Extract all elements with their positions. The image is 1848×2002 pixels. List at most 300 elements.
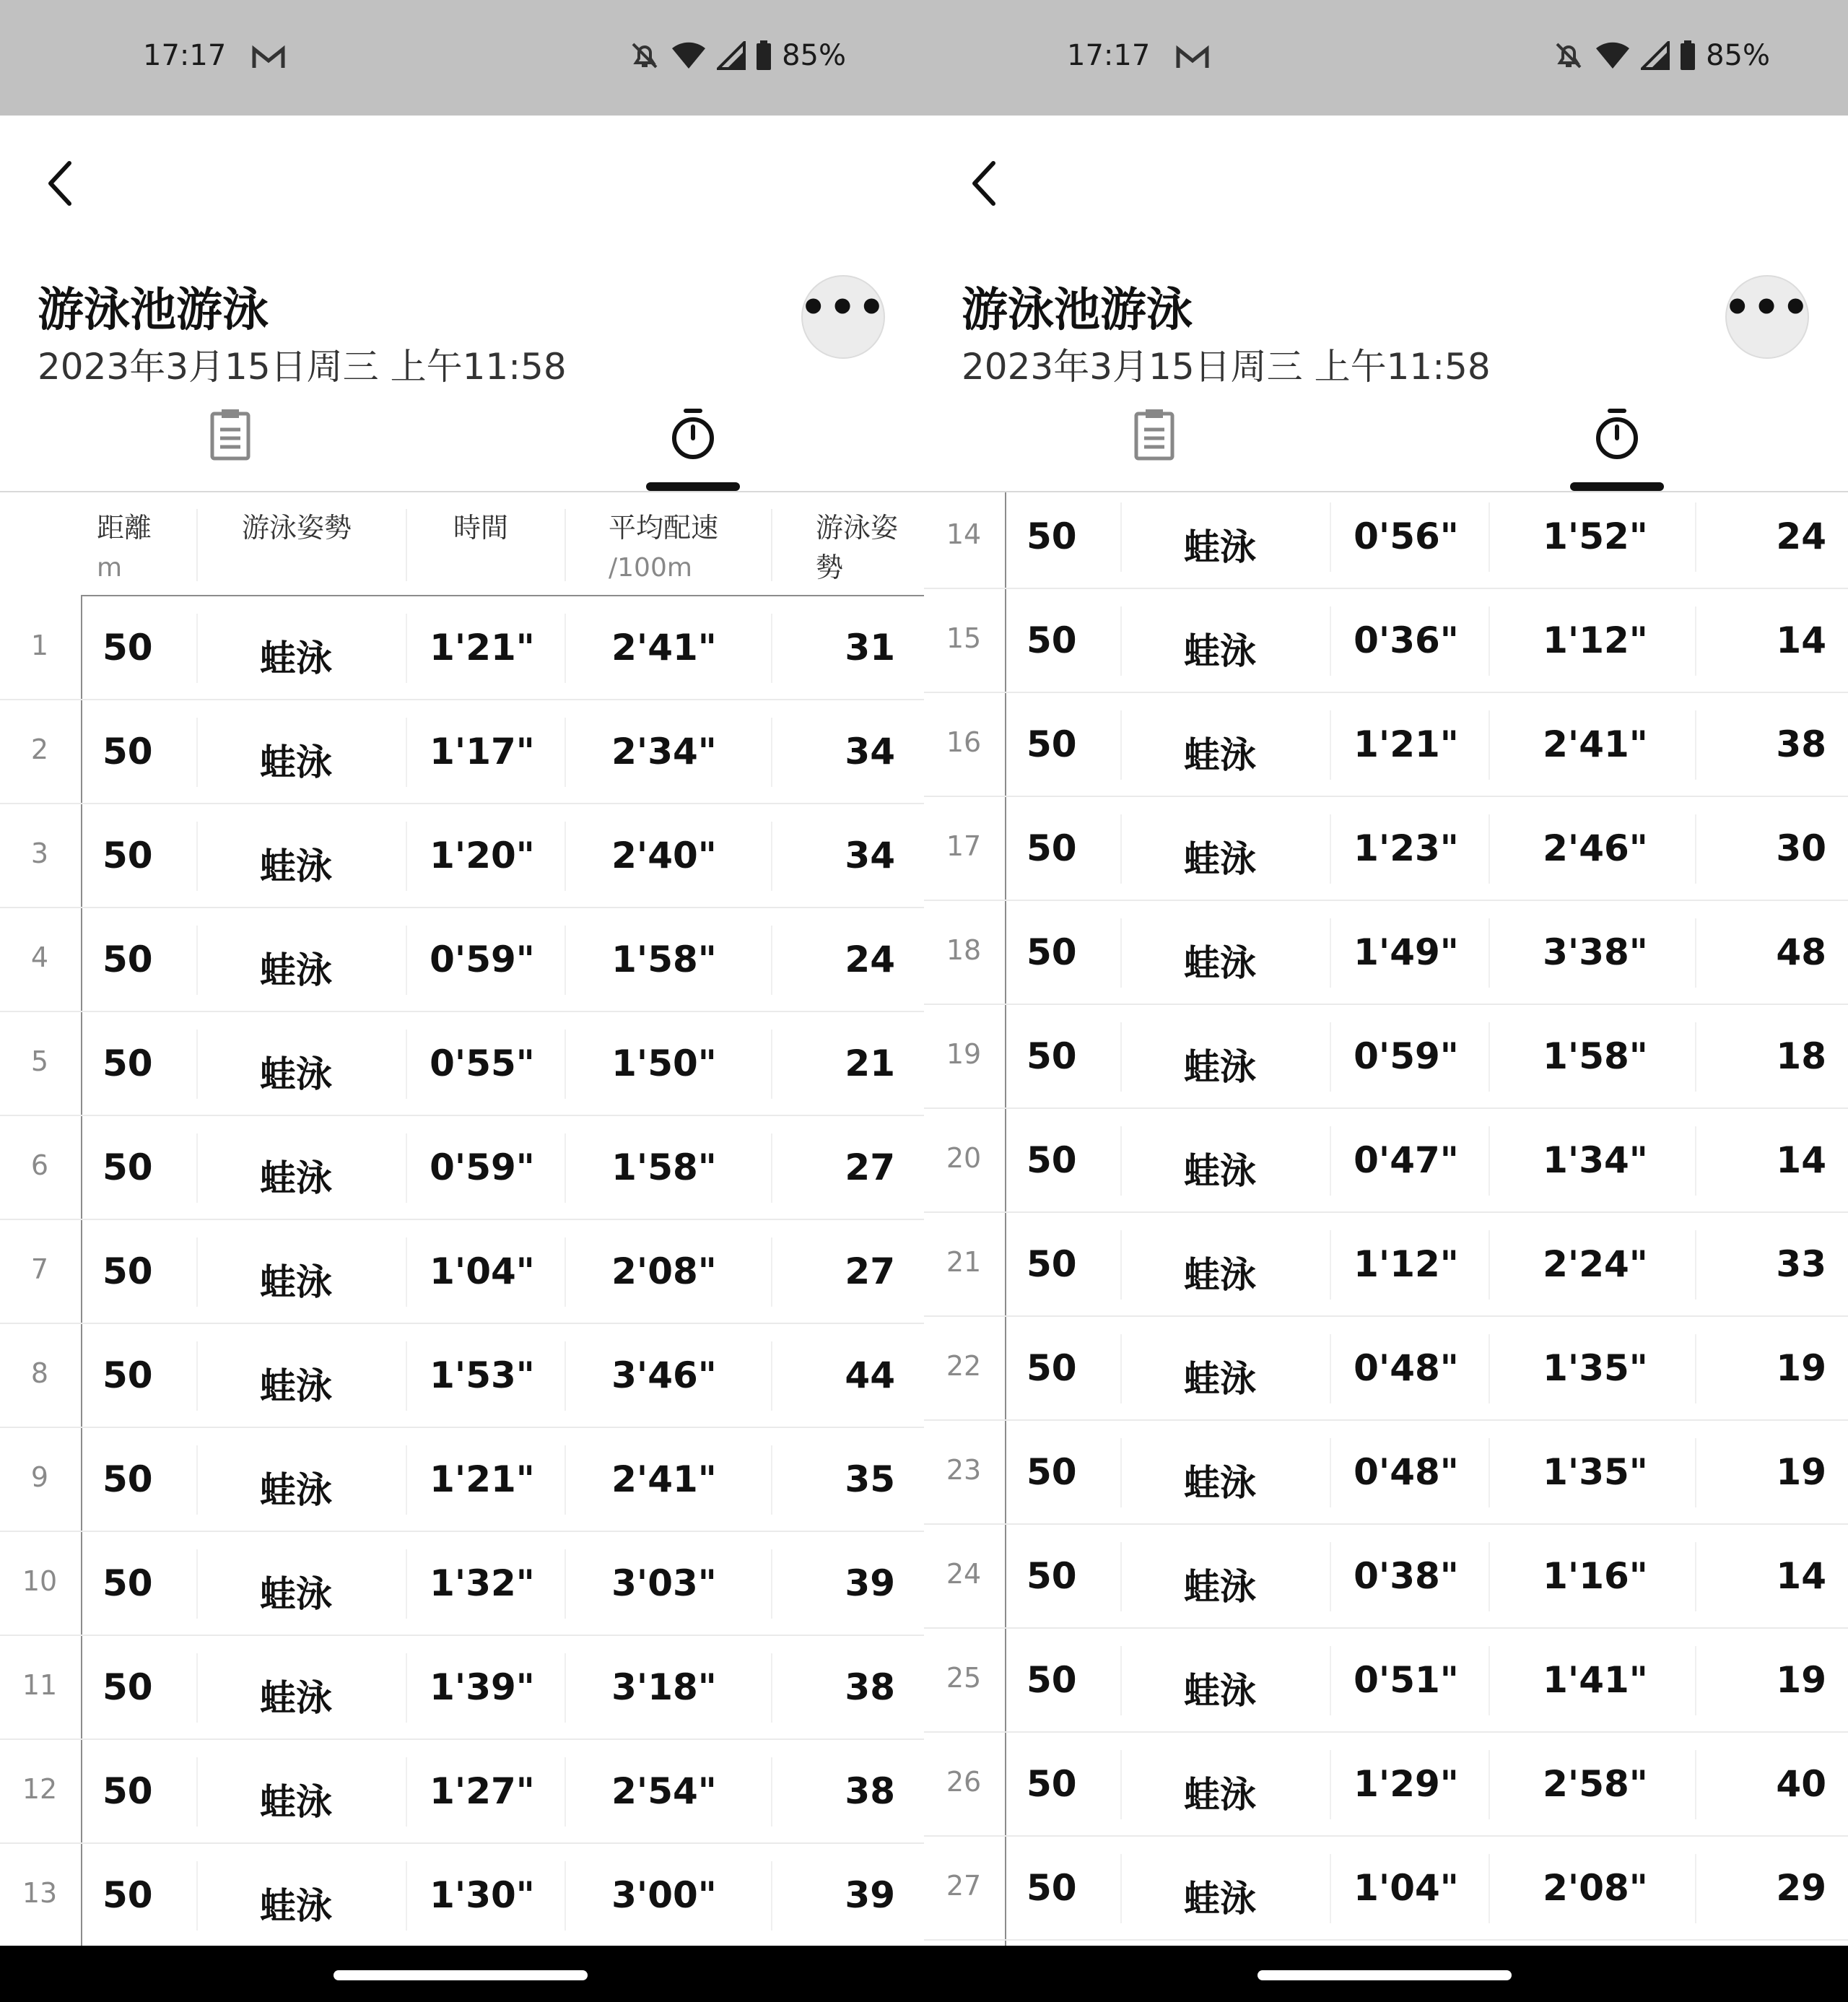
- cell-stroke: 蛙泳: [1184, 942, 1256, 984]
- cell-separator: [1330, 1854, 1331, 1923]
- cell-time: 0'56": [1354, 515, 1459, 557]
- cell-stroke-count: 18: [1776, 1035, 1826, 1077]
- cell-separator: [1120, 1230, 1122, 1300]
- cell-stroke: 蛙泳: [1184, 1150, 1256, 1192]
- table-row[interactable]: [924, 1213, 1848, 1317]
- status-bar: [924, 0, 1848, 116]
- cell-separator: [1330, 1646, 1331, 1715]
- cell-separator: [1489, 1542, 1490, 1611]
- cell-pace: 1'52": [1543, 515, 1648, 557]
- col-header-distance: 距離: [97, 512, 152, 544]
- cell-separator: [406, 822, 407, 891]
- page-title: 游泳池游泳: [962, 284, 1193, 337]
- cell-pace: 3'18": [611, 1666, 717, 1708]
- table-row[interactable]: [0, 1324, 924, 1428]
- cell-pace: 1'58": [611, 939, 717, 980]
- cell-separator: [1330, 606, 1331, 676]
- cell-separator: [1330, 814, 1331, 884]
- nav-bar: [0, 1946, 1848, 2002]
- cell-pace: 2'46": [1543, 827, 1648, 869]
- header-separator: [771, 509, 772, 581]
- lap-number: 12: [22, 1773, 58, 1805]
- row-divider: [924, 1939, 1848, 1941]
- cell-stroke-count: 19: [1776, 1659, 1826, 1701]
- lap-number: 21: [946, 1246, 982, 1278]
- cell-stroke-count: 38: [1776, 723, 1826, 765]
- cell-distance: 50: [1027, 515, 1077, 557]
- lap-number: 8: [30, 1357, 49, 1389]
- cell-separator: [771, 1757, 772, 1827]
- cell-stroke: 蛙泳: [260, 845, 332, 887]
- cell-stroke: 蛙泳: [260, 1885, 332, 1927]
- cell-distance: 50: [1027, 1451, 1077, 1493]
- cell-separator: [771, 1030, 772, 1099]
- cell-pace: 3'38": [1543, 931, 1648, 973]
- cell-separator: [771, 1341, 772, 1411]
- table-row[interactable]: [0, 1636, 924, 1740]
- battery-percent: 85%: [1706, 39, 1770, 72]
- cell-separator: [196, 1549, 198, 1619]
- lap-number: 1: [30, 630, 49, 661]
- cell-separator: [196, 1445, 198, 1515]
- cell-stroke-count: 33: [1776, 1243, 1826, 1285]
- cell-separator: [1489, 1022, 1490, 1092]
- cell-stroke-count: 39: [845, 1562, 895, 1604]
- cell-separator: [1695, 502, 1696, 572]
- tab-summary[interactable]: [1133, 408, 1176, 464]
- table-row[interactable]: [924, 1837, 1848, 1941]
- cell-separator: [1695, 1646, 1696, 1715]
- cell-stroke: 蛙泳: [1184, 1670, 1256, 1712]
- cell-pace: 1'34": [1543, 1139, 1648, 1181]
- clipboard-icon: [209, 408, 252, 461]
- cell-pace: 2'41": [1543, 723, 1648, 765]
- more-icon: •••: [1723, 282, 1811, 333]
- cell-stroke: 蛙泳: [1184, 1774, 1256, 1816]
- cell-separator: [1489, 710, 1490, 780]
- cell-separator: [406, 1549, 407, 1619]
- cell-separator: [771, 926, 772, 995]
- gmail-icon: [251, 45, 286, 74]
- table-row[interactable]: [924, 1733, 1848, 1837]
- screen-right: [924, 0, 1848, 2002]
- cell-distance: 50: [103, 1874, 153, 1916]
- cell-distance: 50: [103, 1666, 153, 1708]
- cell-stroke-count: 14: [1776, 619, 1826, 661]
- cell-time: 1'53": [430, 1354, 535, 1396]
- cell-pace: 1'16": [1543, 1555, 1648, 1597]
- cell-stroke-count: 14: [1776, 1555, 1826, 1597]
- lap-number: 26: [946, 1766, 982, 1798]
- cell-time: 1'17": [430, 731, 535, 772]
- stopwatch-icon: [1594, 408, 1640, 460]
- tab-summary[interactable]: [209, 408, 252, 464]
- header-separator: [565, 509, 566, 581]
- table-row[interactable]: [924, 485, 1848, 589]
- cell-time: 1'30": [430, 1874, 535, 1916]
- wifi-icon: [671, 41, 707, 70]
- cell-separator: [406, 1653, 407, 1723]
- cell-separator: [565, 822, 566, 891]
- header-separator: [196, 509, 198, 581]
- cell-pace: 2'41": [611, 1458, 717, 1500]
- cell-time: 1'23": [1354, 827, 1459, 869]
- table-row[interactable]: [0, 1532, 924, 1636]
- cell-stroke-count: 34: [845, 835, 895, 876]
- cell-pace: 1'12": [1543, 619, 1648, 661]
- cell-separator: [1489, 1230, 1490, 1300]
- home-gesture-bar[interactable]: [334, 1970, 588, 1980]
- cell-time: 1'20": [430, 835, 535, 876]
- cell-time: 0'36": [1354, 619, 1459, 661]
- table-row[interactable]: [0, 596, 924, 700]
- page-subtitle: 2023年3月15日周三 上午11:58: [38, 346, 567, 388]
- cell-separator: [565, 718, 566, 787]
- table-row[interactable]: [924, 901, 1848, 1005]
- table-row[interactable]: [0, 700, 924, 804]
- cell-separator: [1120, 1334, 1122, 1403]
- cell-distance: 50: [1027, 723, 1077, 765]
- cell-stroke: 蛙泳: [260, 1469, 332, 1511]
- cell-pace: 2'41": [611, 627, 717, 669]
- cell-separator: [565, 1653, 566, 1723]
- lap-number: 20: [946, 1142, 982, 1174]
- lap-number: 15: [946, 622, 982, 654]
- cell-separator: [771, 822, 772, 891]
- cell-separator: [771, 1133, 772, 1203]
- cell-distance: 50: [103, 627, 153, 669]
- cell-stroke-count: 19: [1776, 1347, 1826, 1389]
- battery-percent: 85%: [782, 39, 846, 72]
- cell-separator: [565, 926, 566, 995]
- table-row[interactable]: [0, 908, 924, 1012]
- cell-pace: 2'34": [611, 731, 717, 772]
- cell-separator: [1120, 710, 1122, 780]
- cell-distance: 50: [1027, 1035, 1077, 1077]
- lap-number: 27: [946, 1870, 982, 1902]
- tab-divider: [0, 491, 924, 492]
- table-row[interactable]: [0, 1220, 924, 1324]
- cell-distance: 50: [103, 1458, 153, 1500]
- cell-time: 1'12": [1354, 1243, 1459, 1285]
- cell-pace: 2'54": [611, 1770, 717, 1812]
- cell-stroke: 蛙泳: [260, 637, 332, 679]
- cell-separator: [406, 1445, 407, 1515]
- col-header-time: 時間: [453, 512, 509, 544]
- cell-separator: [1695, 1750, 1696, 1819]
- clipboard-icon: [1133, 408, 1176, 461]
- cell-separator: [196, 1030, 198, 1099]
- cell-separator: [565, 1133, 566, 1203]
- cell-distance: 50: [103, 835, 153, 876]
- cell-stroke-count: 24: [1776, 515, 1826, 557]
- cell-distance: 50: [103, 731, 153, 772]
- col-header-stroke: 游泳姿勢: [242, 512, 352, 544]
- cell-separator: [1489, 1438, 1490, 1507]
- table-row[interactable]: [924, 589, 1848, 693]
- tab-laps[interactable]: [670, 408, 716, 463]
- cell-separator: [565, 1237, 566, 1307]
- more-icon: •••: [799, 282, 887, 333]
- cell-time: 0'38": [1354, 1555, 1459, 1597]
- back-button[interactable]: [43, 156, 79, 211]
- cell-distance: 50: [1027, 619, 1077, 661]
- cell-stroke: 蛙泳: [1184, 1462, 1256, 1504]
- cell-stroke: 蛙泳: [1184, 1254, 1256, 1296]
- cell-separator: [1489, 606, 1490, 676]
- cell-separator: [771, 1549, 772, 1619]
- cell-stroke-count: 21: [845, 1043, 895, 1084]
- cell-separator: [1695, 1854, 1696, 1923]
- cell-time: 0'47": [1354, 1139, 1459, 1181]
- page-title: 游泳池游泳: [38, 284, 269, 337]
- cell-separator: [1330, 1230, 1331, 1300]
- cell-distance: 50: [103, 1770, 153, 1812]
- active-tab-indicator: [646, 482, 740, 491]
- lap-number: 5: [30, 1045, 49, 1077]
- cell-stroke-count: 27: [845, 1250, 895, 1292]
- cell-stroke-count: 40: [1776, 1763, 1826, 1805]
- cell-stroke-count: 27: [845, 1146, 895, 1188]
- header-separator: [406, 509, 407, 581]
- cell-stroke: 蛙泳: [260, 949, 332, 991]
- more-button[interactable]: [1725, 275, 1809, 359]
- cell-pace: 1'35": [1543, 1347, 1648, 1389]
- cell-separator: [196, 1237, 198, 1307]
- lap-number: 18: [946, 934, 982, 966]
- more-button[interactable]: [801, 275, 885, 359]
- cell-separator: [1120, 606, 1122, 676]
- cell-separator: [1330, 1750, 1331, 1819]
- col-header-pace: 平均配速: [609, 512, 719, 544]
- cell-pace: 1'58": [1543, 1035, 1648, 1077]
- cell-time: 0'48": [1354, 1451, 1459, 1493]
- lap-number: 16: [946, 726, 982, 758]
- table-row[interactable]: [924, 1629, 1848, 1733]
- bell-off-icon: [1553, 40, 1585, 71]
- status-bar: [0, 0, 924, 116]
- cell-time: 0'59": [430, 1146, 535, 1188]
- cell-distance: 50: [103, 1043, 153, 1084]
- cell-separator: [1330, 1126, 1331, 1196]
- cell-signal-icon: [1641, 41, 1670, 70]
- table-row[interactable]: [924, 797, 1848, 901]
- cell-stroke-count: 38: [845, 1666, 895, 1708]
- cell-time: 1'21": [1354, 723, 1459, 765]
- cell-separator: [1120, 1126, 1122, 1196]
- cell-stroke-count: 19: [1776, 1451, 1826, 1493]
- table-row[interactable]: [0, 1116, 924, 1220]
- battery-icon: [1680, 40, 1696, 71]
- cell-time: 1'04": [430, 1250, 535, 1292]
- cell-distance: 50: [1027, 1139, 1077, 1181]
- cell-separator: [196, 1341, 198, 1411]
- cell-separator: [1330, 1022, 1331, 1092]
- cell-stroke: 蛙泳: [260, 1677, 332, 1719]
- cell-separator: [1120, 1542, 1122, 1611]
- cell-stroke: 蛙泳: [1184, 1358, 1256, 1400]
- cell-distance: 50: [103, 1354, 153, 1396]
- cell-pace: 1'50": [611, 1043, 717, 1084]
- table-row[interactable]: [924, 1005, 1848, 1109]
- cell-separator: [196, 1133, 198, 1203]
- bell-off-icon: [629, 40, 661, 71]
- battery-icon: [756, 40, 772, 71]
- wifi-icon: [1595, 41, 1631, 70]
- cell-separator: [1695, 1334, 1696, 1403]
- cell-stroke-count: 39: [845, 1874, 895, 1916]
- cell-stroke: 蛙泳: [260, 1573, 332, 1615]
- cell-separator: [1120, 814, 1122, 884]
- table-row[interactable]: [0, 1844, 924, 1948]
- cell-separator: [1330, 1438, 1331, 1507]
- cell-separator: [565, 1757, 566, 1827]
- cell-separator: [1695, 1542, 1696, 1611]
- gmail-icon: [1175, 45, 1210, 74]
- cell-separator: [1695, 918, 1696, 988]
- cell-distance: 50: [1027, 1347, 1077, 1389]
- cell-signal-icon: [717, 41, 746, 70]
- cell-separator: [1695, 1126, 1696, 1196]
- lap-number: 2: [30, 734, 49, 765]
- stopwatch-icon: [670, 408, 716, 460]
- cell-stroke: 蛙泳: [260, 1053, 332, 1095]
- table-row[interactable]: [0, 804, 924, 908]
- cell-time: 1'39": [430, 1666, 535, 1708]
- cell-distance: 50: [103, 1562, 153, 1604]
- cell-separator: [196, 926, 198, 995]
- cell-separator: [771, 718, 772, 787]
- cell-time: 1'29": [1354, 1763, 1459, 1805]
- back-arrow-icon: [43, 156, 79, 211]
- table-row[interactable]: [924, 693, 1848, 797]
- cell-separator: [406, 1237, 407, 1307]
- cell-separator: [196, 822, 198, 891]
- table-row[interactable]: [0, 1740, 924, 1844]
- lap-number: 9: [30, 1461, 49, 1493]
- cell-stroke-count: 44: [845, 1354, 895, 1396]
- cell-separator: [406, 1757, 407, 1827]
- cell-separator: [771, 1237, 772, 1307]
- cell-pace: 1'58": [611, 1146, 717, 1188]
- cell-separator: [771, 1445, 772, 1515]
- col-header-stroke-count: 游泳姿勢: [816, 512, 899, 583]
- cell-distance: 50: [103, 1146, 153, 1188]
- cell-separator: [1695, 1438, 1696, 1507]
- cell-separator: [1695, 1230, 1696, 1300]
- cell-pace: 3'00": [611, 1874, 717, 1916]
- table-row[interactable]: [924, 1109, 1848, 1213]
- cell-time: 1'21": [430, 1458, 535, 1500]
- lap-number: 22: [946, 1350, 982, 1382]
- cell-stroke: 蛙泳: [1184, 838, 1256, 880]
- lap-number: 23: [946, 1454, 982, 1486]
- cell-stroke-count: 30: [1776, 827, 1826, 869]
- cell-separator: [565, 1445, 566, 1515]
- lap-number: 6: [30, 1149, 49, 1181]
- cell-separator: [771, 1861, 772, 1931]
- cell-stroke-count: 14: [1776, 1139, 1826, 1181]
- table-row[interactable]: [924, 1525, 1848, 1629]
- cell-stroke-count: 35: [845, 1458, 895, 1500]
- table-row[interactable]: [924, 1421, 1848, 1525]
- cell-separator: [1120, 1438, 1122, 1507]
- cell-separator: [1489, 1126, 1490, 1196]
- status-time: 17:17: [143, 39, 227, 72]
- cell-separator: [1120, 918, 1122, 988]
- cell-pace: 2'58": [1543, 1763, 1648, 1805]
- cell-separator: [1120, 1750, 1122, 1819]
- cell-separator: [196, 614, 198, 683]
- status-icons: [629, 39, 846, 72]
- tab-laps[interactable]: [1594, 408, 1640, 463]
- back-button[interactable]: [967, 156, 1003, 211]
- lap-number: 11: [22, 1669, 58, 1701]
- cell-separator: [1695, 1022, 1696, 1092]
- cell-stroke: 蛙泳: [260, 741, 332, 783]
- cell-time: 0'59": [430, 939, 535, 980]
- lap-number: 7: [30, 1253, 49, 1285]
- cell-separator: [1120, 1022, 1122, 1092]
- cell-distance: 50: [103, 1250, 153, 1292]
- cell-separator: [1120, 1646, 1122, 1715]
- lap-number: 24: [946, 1558, 982, 1590]
- cell-stroke-count: 29: [1776, 1867, 1826, 1909]
- cell-separator: [1489, 1750, 1490, 1819]
- col-unit-distance: m: [97, 553, 123, 583]
- cell-separator: [196, 718, 198, 787]
- cell-separator: [565, 1030, 566, 1099]
- cell-separator: [1489, 814, 1490, 884]
- cell-stroke: 蛙泳: [1184, 526, 1256, 568]
- cell-separator: [565, 1549, 566, 1619]
- cell-separator: [1489, 918, 1490, 988]
- cell-separator: [406, 1133, 407, 1203]
- col-unit-pace: /100m: [609, 553, 692, 583]
- cell-separator: [1330, 1542, 1331, 1611]
- cell-pace: 2'08": [1543, 1867, 1648, 1909]
- cell-distance: 50: [103, 939, 153, 980]
- cell-separator: [771, 614, 772, 683]
- cell-distance: 50: [1027, 1243, 1077, 1285]
- lap-number: 19: [946, 1038, 982, 1070]
- cell-separator: [1489, 1646, 1490, 1715]
- table-row[interactable]: [0, 1428, 924, 1532]
- cell-pace: 2'08": [611, 1250, 717, 1292]
- page-subtitle: 2023年3月15日周三 上午11:58: [962, 346, 1491, 388]
- home-gesture-bar[interactable]: [1258, 1970, 1512, 1980]
- cell-separator: [406, 1861, 407, 1931]
- cell-time: 0'59": [1354, 1035, 1459, 1077]
- lap-number: 17: [946, 830, 982, 862]
- cell-time: 1'32": [430, 1562, 535, 1604]
- cell-time: 1'04": [1354, 1867, 1459, 1909]
- cell-time: 0'51": [1354, 1659, 1459, 1701]
- cell-stroke: 蛙泳: [260, 1261, 332, 1303]
- cell-time: 1'21": [430, 627, 535, 669]
- table-row[interactable]: [0, 1012, 924, 1116]
- cell-separator: [196, 1861, 198, 1931]
- cell-separator: [1489, 1334, 1490, 1403]
- cell-pace: 2'40": [611, 835, 717, 876]
- cell-pace: 3'46": [611, 1354, 717, 1396]
- cell-time: 0'55": [430, 1043, 535, 1084]
- table-row[interactable]: [924, 1317, 1848, 1421]
- cell-stroke-count: 48: [1776, 931, 1826, 973]
- cell-stroke: 蛙泳: [1184, 1046, 1256, 1088]
- lap-number: 4: [30, 941, 49, 973]
- cell-distance: 50: [1027, 1659, 1077, 1701]
